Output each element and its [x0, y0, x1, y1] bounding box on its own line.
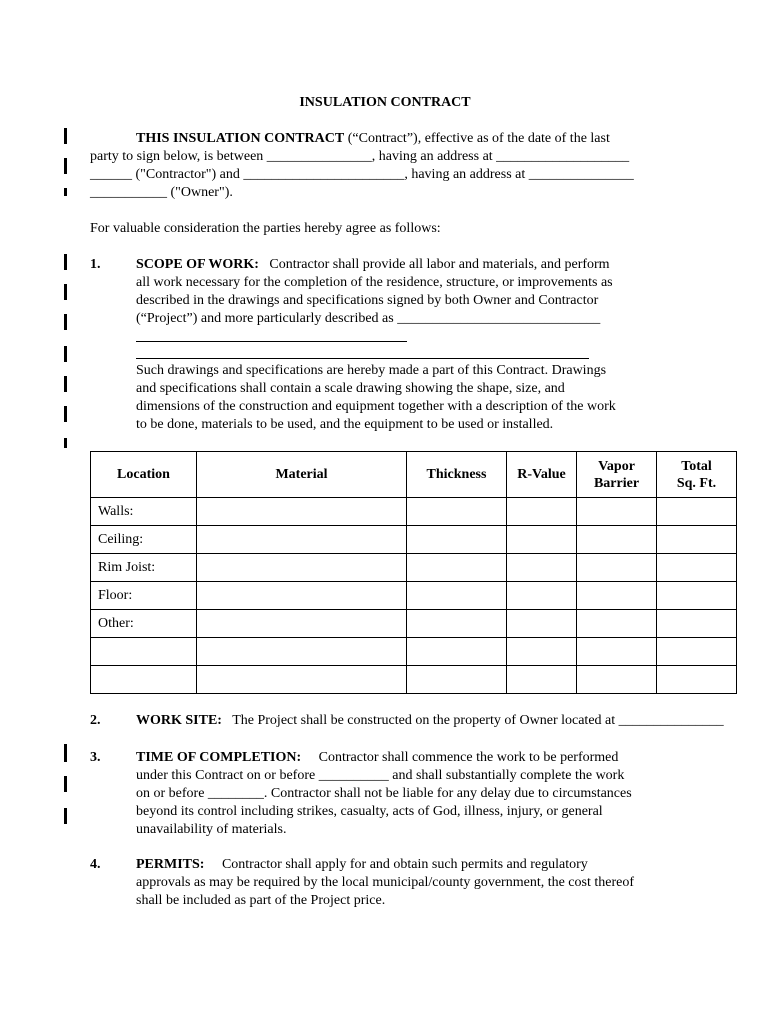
- section-4-heading: PERMITS:: [136, 857, 205, 872]
- table-row: [91, 610, 737, 638]
- section-3-line-4: beyond its control including strikes, casualty, acts of God, illness, injury, or general: [136, 804, 603, 819]
- table-row: [91, 498, 737, 526]
- material-cell[interactable]: [197, 498, 407, 526]
- thickness-cell[interactable]: [407, 498, 507, 526]
- vapor-barrier-cell[interactable]: [577, 526, 657, 554]
- section-2-line: [136, 712, 724, 730]
- insulation-table: [90, 451, 737, 694]
- intro-line-3: ______ ("Contractor") and _______________________, having an address at _______________: [90, 167, 634, 182]
- thickness-cell[interactable]: [407, 554, 507, 582]
- intro-line-4: ___________ ("Owner").: [90, 185, 233, 200]
- section-1-line-2: all work necessary for the completion of the residence, structure, or improvements as: [136, 275, 613, 290]
- section-3-text: Contractor shall commence the work to be performed: [318, 750, 619, 765]
- vapor-barrier-cell[interactable]: [577, 582, 657, 610]
- header-vapor-line-1: Vapor: [598, 458, 635, 474]
- table-row: [91, 526, 737, 554]
- revision-bar: [64, 808, 67, 824]
- intro-line-1: [136, 130, 610, 148]
- revision-bar: [64, 406, 67, 422]
- r-value-cell[interactable]: [507, 638, 577, 666]
- location-cell: Walls:: [91, 498, 197, 526]
- intro-lead-bold: THIS INSULATION CONTRACT: [136, 131, 345, 146]
- section-2-heading: WORK SITE:: [136, 713, 222, 728]
- section-3-number: 3.: [90, 750, 101, 765]
- section-2-text: The Project shall be constructed on the property of Owner located at _______________: [232, 713, 724, 728]
- r-value-cell[interactable]: [507, 498, 577, 526]
- r-value-cell[interactable]: [507, 582, 577, 610]
- thickness-cell[interactable]: [407, 666, 507, 694]
- location-cell[interactable]: [91, 666, 197, 694]
- section-3-line-5: unavailability of materials.: [136, 822, 287, 837]
- r-value-cell[interactable]: [507, 666, 577, 694]
- revision-bar: [64, 128, 67, 144]
- section-1-para-2-line-2: and specifications shall contain a scale drawing showing the shape, size, and: [136, 381, 565, 396]
- header-total-line-1: Total: [681, 458, 712, 474]
- thickness-cell[interactable]: [407, 638, 507, 666]
- section-3-line-1: [136, 749, 618, 767]
- table-row: [91, 666, 737, 694]
- section-1-line-1: [136, 256, 610, 274]
- section-2-number: 2.: [90, 713, 101, 728]
- header-thickness: Thickness: [407, 452, 507, 498]
- header-total-sq-ft: [657, 452, 737, 498]
- section-1-line-4: (“Project”) and more particularly described as _____________________________: [136, 311, 601, 326]
- total-sq-ft-cell[interactable]: [657, 666, 737, 694]
- section-1-para-2-line-3: dimensions of the construction and equipment together with a description of the work: [136, 399, 616, 414]
- revision-bar: [64, 346, 67, 362]
- section-3-heading: TIME OF COMPLETION:: [136, 750, 302, 765]
- section-1-number: 1.: [90, 257, 101, 272]
- header-material: Material: [197, 452, 407, 498]
- section-1-text: Contractor shall provide all labor and materials, and perform: [269, 257, 610, 272]
- thickness-cell[interactable]: [407, 526, 507, 554]
- vapor-barrier-cell[interactable]: [577, 638, 657, 666]
- revision-bar: [64, 284, 67, 300]
- header-total-line-2: Sq. Ft.: [676, 475, 717, 491]
- total-sq-ft-cell[interactable]: [657, 554, 737, 582]
- r-value-cell[interactable]: [507, 526, 577, 554]
- r-value-cell[interactable]: [507, 554, 577, 582]
- section-4-number: 4.: [90, 857, 101, 872]
- header-vapor-line-2: Barrier: [593, 475, 640, 491]
- blank-line: [136, 358, 589, 359]
- document-title: INSULATION CONTRACT: [299, 95, 471, 110]
- thickness-cell[interactable]: [407, 610, 507, 638]
- material-cell[interactable]: [197, 526, 407, 554]
- table-row: [91, 638, 737, 666]
- location-cell: Rim Joist:: [91, 554, 197, 582]
- location-cell[interactable]: [91, 638, 197, 666]
- material-cell[interactable]: [197, 554, 407, 582]
- total-sq-ft-cell[interactable]: [657, 526, 737, 554]
- material-cell[interactable]: [197, 582, 407, 610]
- total-sq-ft-cell[interactable]: [657, 610, 737, 638]
- revision-bar: [64, 376, 67, 392]
- section-4-line-2: approvals as may be required by the local municipal/county government, the cost thereof: [136, 875, 635, 890]
- revision-bar: [64, 314, 67, 330]
- table-header-row: [91, 452, 737, 498]
- header-vapor-barrier: [577, 452, 657, 498]
- table-row: [91, 582, 737, 610]
- revision-bar: [64, 254, 67, 270]
- r-value-cell[interactable]: [507, 610, 577, 638]
- vapor-barrier-cell[interactable]: [577, 610, 657, 638]
- thickness-cell[interactable]: [407, 582, 507, 610]
- location-cell: Other:: [91, 610, 197, 638]
- material-cell[interactable]: [197, 610, 407, 638]
- intro-line-2: party to sign below, is between _______________, having an address at ___________________: [90, 149, 630, 164]
- table-row: [91, 554, 737, 582]
- section-1-line-3: described in the drawings and specifications signed by both Owner and Contractor: [136, 293, 599, 308]
- section-1-para-2-line-1: Such drawings and specifications are hereby made a part of this Contract. Drawings: [136, 363, 607, 378]
- section-4-line-3: shall be included as part of the Project price.: [136, 893, 386, 908]
- revision-bar: [64, 744, 67, 762]
- vapor-barrier-cell[interactable]: [577, 554, 657, 582]
- total-sq-ft-cell[interactable]: [657, 638, 737, 666]
- revision-bar: [64, 776, 67, 792]
- section-3-line-3: on or before ________. Contractor shall not be liable for any delay due to circumstances: [136, 786, 632, 801]
- location-cell: Floor:: [91, 582, 197, 610]
- consideration-text: For valuable consideration the parties hereby agree as follows:: [90, 221, 441, 236]
- section-3-line-2: under this Contract on or before __________ and shall substantially complete the work: [136, 768, 625, 783]
- section-1-para-2-line-4: to be done, materials to be used, and the equipment to be used or installed.: [136, 417, 554, 432]
- vapor-barrier-cell[interactable]: [577, 498, 657, 526]
- revision-bar: [64, 438, 67, 448]
- intro-lead-rest: (“Contract”), effective as of the date of the last: [347, 131, 610, 146]
- revision-bar: [64, 158, 67, 174]
- revision-bar: [64, 188, 67, 196]
- total-sq-ft-cell[interactable]: [657, 582, 737, 610]
- section-1-heading: SCOPE OF WORK:: [136, 257, 259, 272]
- section-4-text: Contractor shall apply for and obtain such permits and regulatory: [221, 857, 588, 872]
- section-4-line-1: [136, 856, 588, 874]
- header-location: Location: [91, 452, 197, 498]
- total-sq-ft-cell[interactable]: [657, 498, 737, 526]
- material-cell[interactable]: [197, 666, 407, 694]
- blank-line: [136, 341, 407, 342]
- location-cell: Ceiling:: [91, 526, 197, 554]
- material-cell[interactable]: [197, 638, 407, 666]
- header-r-value: R-Value: [507, 452, 577, 498]
- vapor-barrier-cell[interactable]: [577, 666, 657, 694]
